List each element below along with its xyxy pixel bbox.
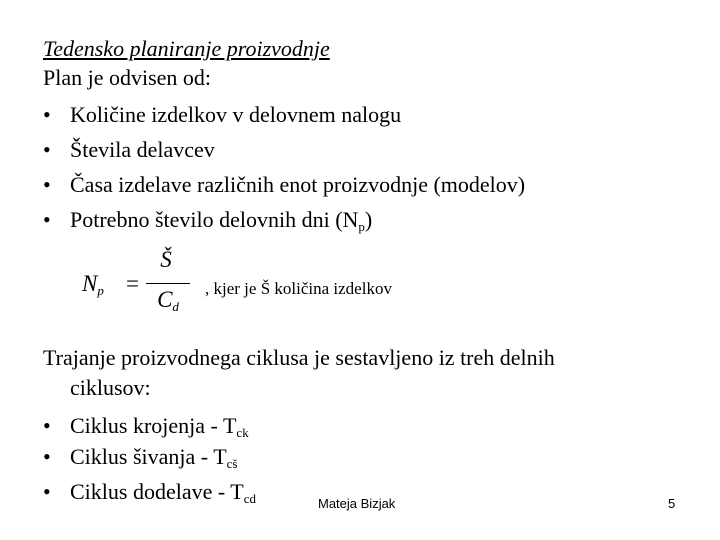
list-item-text: Potrebno število delovnih dni (N [70, 207, 359, 232]
page-number: 5 [668, 496, 676, 511]
list-item-text: Ciklus dodelave - T [70, 479, 244, 504]
list-item-text: Ciklus šivanja - T [70, 444, 227, 469]
formula-numerator: Š [160, 247, 172, 272]
intro-text: Plan je odvisen od: [43, 65, 212, 90]
bullet-icon: • [43, 207, 51, 232]
formula [80, 247, 190, 321]
list-item-text: Števila delavcev [70, 137, 215, 162]
fraction-bar [146, 283, 190, 284]
list-item [43, 100, 401, 129]
bullet-icon: • [43, 479, 51, 504]
cycle-intro-continued: ciklusov: [70, 375, 151, 400]
subscript: cd [243, 491, 257, 506]
slide-title: Tedensko planiranje proizvodnje [43, 36, 330, 61]
footer-author: Mateja Bizjak [318, 496, 396, 511]
list-item-text: Količine izdelkov v delovnem nalogu [70, 102, 402, 127]
subscript: ck [236, 425, 249, 440]
list-item [43, 170, 525, 199]
list-item [43, 411, 249, 440]
formula-note: , kjer je Š količina izdelkov [205, 279, 392, 298]
list-item-text: Časa izdelave različnih enot proizvodnje (modelov) [70, 172, 526, 197]
bullet-icon: • [43, 172, 51, 197]
subscript: cš [226, 456, 238, 471]
list-item [43, 442, 238, 471]
bullet-icon: • [43, 413, 51, 438]
list-item [43, 135, 215, 164]
subscript: p [358, 219, 365, 234]
formula-lhs: $N_p$ [82, 271, 104, 298]
bullet-icon: • [43, 444, 51, 469]
bullet-icon: • [43, 137, 51, 162]
list-item [43, 205, 372, 234]
list-item-text: Ciklus krojenja - T [70, 413, 237, 438]
formula-denominator: $C_d$ [157, 287, 179, 314]
list-item [43, 477, 256, 506]
cycle-intro: Trajanje proizvodnega ciklusa je sestavljeno iz treh delnih [43, 345, 555, 370]
list-item-tail: ) [364, 207, 373, 232]
bullet-icon: • [43, 102, 51, 127]
formula-equals: = [126, 271, 139, 296]
